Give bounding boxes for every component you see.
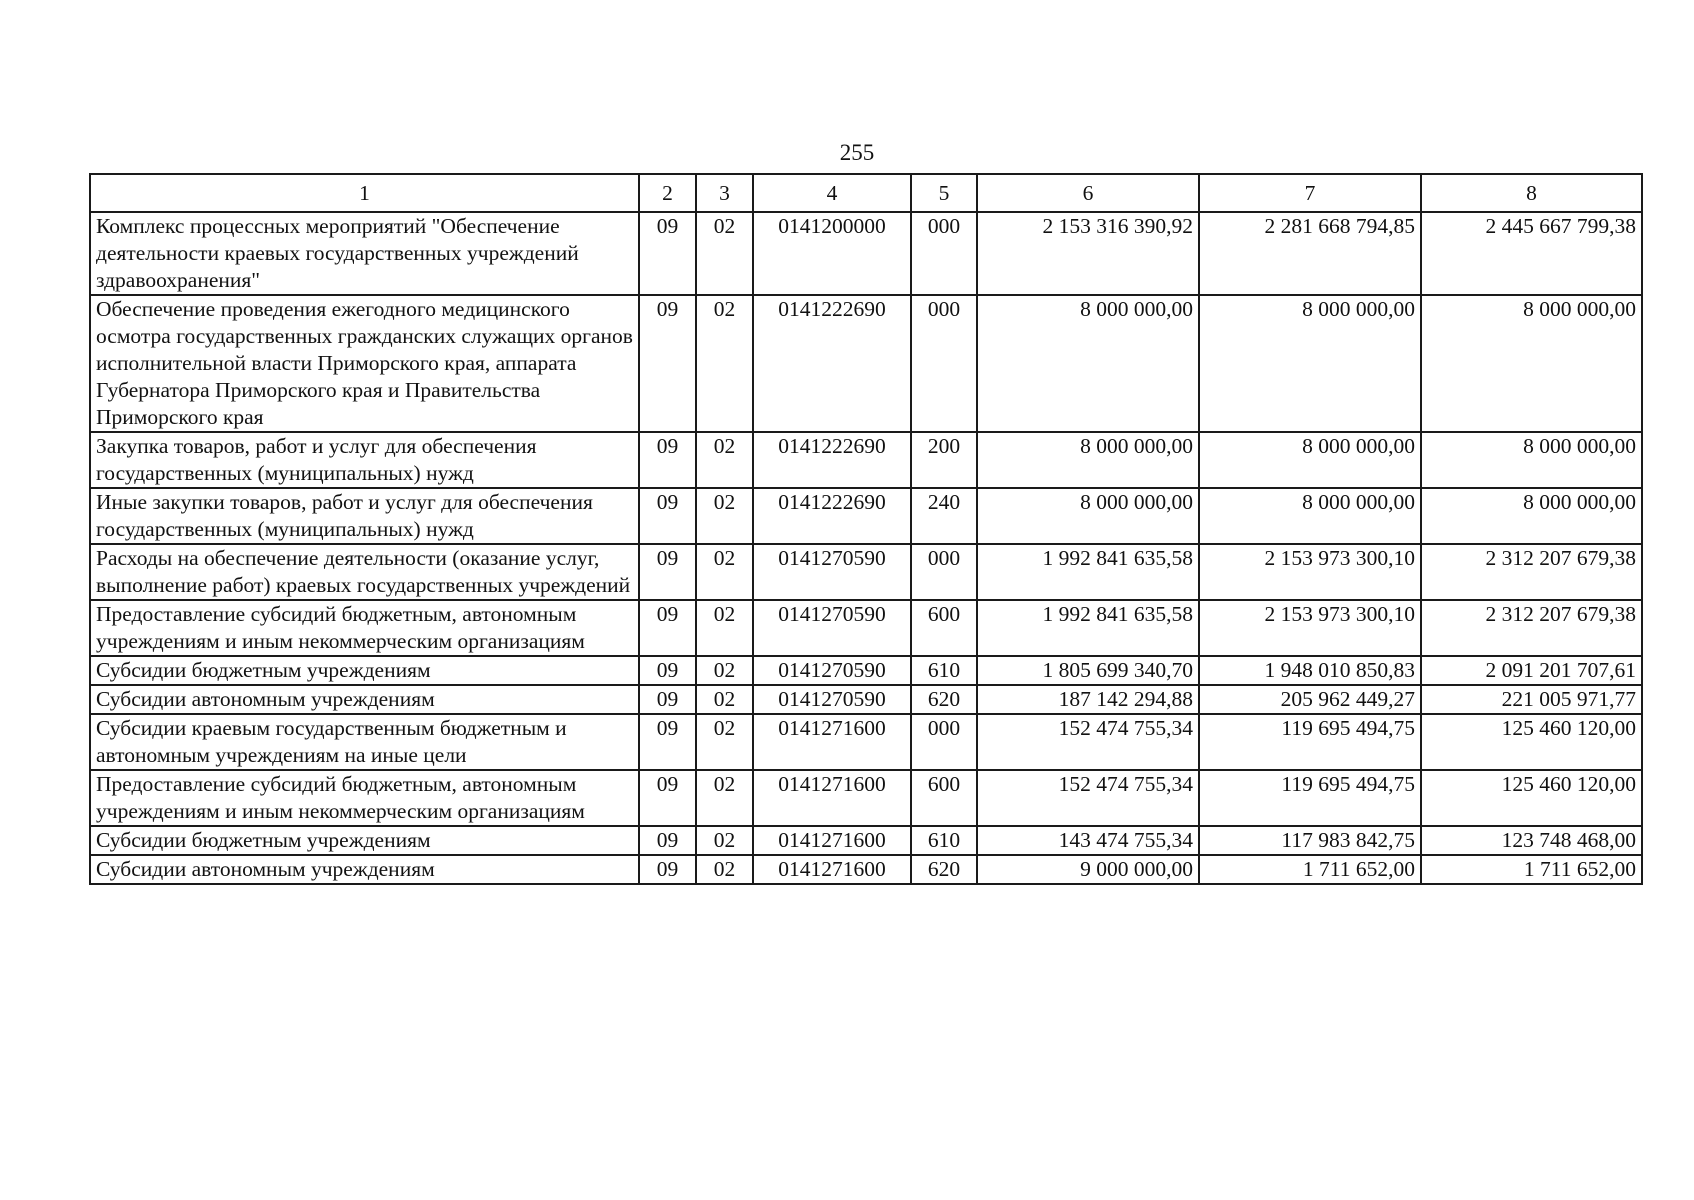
expense-type-cell: 000 [911, 212, 977, 295]
amount-cell-8: 8 000 000,00 [1421, 295, 1642, 432]
expense-name-cell: Иные закупки товаров, работ и услуг для обеспечения государственных (муниципальных) нужд [90, 488, 639, 544]
amount-cell-7: 117 983 842,75 [1199, 826, 1421, 855]
target-article-cell: 0141271600 [753, 770, 911, 826]
target-article-cell: 0141271600 [753, 826, 911, 855]
section-code-cell: 09 [639, 295, 696, 432]
subsection-code-cell: 02 [696, 600, 753, 656]
expense-name-cell: Предоставление субсидий бюджетным, автономным учреждениям и иным некоммерческим организациям [90, 600, 639, 656]
table-row [90, 295, 1642, 432]
target-article-cell: 0141270590 [753, 656, 911, 685]
amount-cell-7: 2 153 973 300,10 [1199, 600, 1421, 656]
amount-cell-6: 8 000 000,00 [977, 488, 1199, 544]
target-article-cell: 0141270590 [753, 544, 911, 600]
section-code-cell: 09 [639, 855, 696, 884]
column-header: 8 [1421, 174, 1642, 212]
section-code-cell: 09 [639, 432, 696, 488]
table-row [90, 600, 1642, 656]
table-row [90, 770, 1642, 826]
expense-name-cell: Обеспечение проведения ежегодного медицинского осмотра государственных гражданских служащих органов исполнительной власти Приморского края, аппарата Губернатора Приморского края и Правительства Приморского края [90, 295, 639, 432]
amount-cell-7: 2 153 973 300,10 [1199, 544, 1421, 600]
expense-name-cell: Закупка товаров, работ и услуг для обеспечения государственных (муниципальных) нужд [90, 432, 639, 488]
amount-cell-7: 8 000 000,00 [1199, 432, 1421, 488]
amount-cell-8: 2 091 201 707,61 [1421, 656, 1642, 685]
amount-cell-6: 9 000 000,00 [977, 855, 1199, 884]
amount-cell-8: 1 711 652,00 [1421, 855, 1642, 884]
expense-name-cell: Субсидии автономным учреждениям [90, 855, 639, 884]
expense-name-cell: Субсидии краевым государственным бюджетным и автономным учреждениям на иные цели [90, 714, 639, 770]
subsection-code-cell: 02 [696, 656, 753, 685]
amount-cell-6: 8 000 000,00 [977, 295, 1199, 432]
amount-cell-6: 8 000 000,00 [977, 432, 1199, 488]
column-header: 7 [1199, 174, 1421, 212]
amount-cell-6: 1 992 841 635,58 [977, 600, 1199, 656]
expense-name-cell: Субсидии бюджетным учреждениям [90, 826, 639, 855]
amount-cell-6: 1 992 841 635,58 [977, 544, 1199, 600]
target-article-cell: 0141222690 [753, 432, 911, 488]
header-row [90, 174, 1642, 212]
amount-cell-8: 2 312 207 679,38 [1421, 544, 1642, 600]
column-header: 3 [696, 174, 753, 212]
amount-cell-7: 2 281 668 794,85 [1199, 212, 1421, 295]
expense-type-cell: 600 [911, 600, 977, 656]
subsection-code-cell: 02 [696, 212, 753, 295]
target-article-cell: 0141270590 [753, 685, 911, 714]
section-code-cell: 09 [639, 714, 696, 770]
amount-cell-6: 2 153 316 390,92 [977, 212, 1199, 295]
page-number: 255 [839, 140, 875, 165]
target-article-cell: 0141200000 [753, 212, 911, 295]
expense-name-cell: Предоставление субсидий бюджетным, автономным учреждениям и иным некоммерческим организациям [90, 770, 639, 826]
amount-cell-8: 8 000 000,00 [1421, 488, 1642, 544]
amount-cell-7: 1 711 652,00 [1199, 855, 1421, 884]
section-code-cell: 09 [639, 685, 696, 714]
amount-cell-8: 123 748 468,00 [1421, 826, 1642, 855]
table-row [90, 685, 1642, 714]
table-row [90, 826, 1642, 855]
amount-cell-6: 152 474 755,34 [977, 714, 1199, 770]
table-row [90, 714, 1642, 770]
section-code-cell: 09 [639, 770, 696, 826]
table-row [90, 656, 1642, 685]
expense-type-cell: 620 [911, 685, 977, 714]
table-row [90, 855, 1642, 884]
subsection-code-cell: 02 [696, 295, 753, 432]
expense-type-cell: 610 [911, 826, 977, 855]
table-row [90, 544, 1642, 600]
target-article-cell: 0141222690 [753, 488, 911, 544]
expense-name-cell: Субсидии бюджетным учреждениям [90, 656, 639, 685]
subsection-code-cell: 02 [696, 855, 753, 884]
amount-cell-7: 8 000 000,00 [1199, 488, 1421, 544]
amount-cell-8: 125 460 120,00 [1421, 714, 1642, 770]
amount-cell-8: 221 005 971,77 [1421, 685, 1642, 714]
amount-cell-7: 205 962 449,27 [1199, 685, 1421, 714]
subsection-code-cell: 02 [696, 432, 753, 488]
section-code-cell: 09 [639, 212, 696, 295]
amount-cell-8: 125 460 120,00 [1421, 770, 1642, 826]
column-header: 6 [977, 174, 1199, 212]
section-code-cell: 09 [639, 826, 696, 855]
amount-cell-6: 143 474 755,34 [977, 826, 1199, 855]
column-header: 1 [90, 174, 639, 212]
subsection-code-cell: 02 [696, 770, 753, 826]
expense-type-cell: 620 [911, 855, 977, 884]
amount-cell-8: 2 445 667 799,38 [1421, 212, 1642, 295]
expense-type-cell: 610 [911, 656, 977, 685]
amount-cell-6: 1 805 699 340,70 [977, 656, 1199, 685]
target-article-cell: 0141270590 [753, 600, 911, 656]
subsection-code-cell: 02 [696, 544, 753, 600]
amount-cell-8: 2 312 207 679,38 [1421, 600, 1642, 656]
expense-type-cell: 600 [911, 770, 977, 826]
section-code-cell: 09 [639, 600, 696, 656]
target-article-cell: 0141271600 [753, 714, 911, 770]
expense-type-cell: 240 [911, 488, 977, 544]
amount-cell-7: 119 695 494,75 [1199, 714, 1421, 770]
section-code-cell: 09 [639, 488, 696, 544]
target-article-cell: 0141222690 [753, 295, 911, 432]
table-row [90, 432, 1642, 488]
expense-name-cell: Комплекс процессных мероприятий "Обеспечение деятельности краевых государственных учреждений здравоохранения" [90, 212, 639, 295]
amount-cell-6: 152 474 755,34 [977, 770, 1199, 826]
expense-name-cell: Расходы на обеспечение деятельности (оказание услуг, выполнение работ) краевых государственных учреждений [90, 544, 639, 600]
section-code-cell: 09 [639, 544, 696, 600]
table-row [90, 488, 1642, 544]
section-code-cell: 09 [639, 656, 696, 685]
expense-type-cell: 200 [911, 432, 977, 488]
budget-table [89, 173, 1643, 885]
amount-cell-8: 8 000 000,00 [1421, 432, 1642, 488]
subsection-code-cell: 02 [696, 685, 753, 714]
subsection-code-cell: 02 [696, 488, 753, 544]
expense-type-cell: 000 [911, 295, 977, 432]
amount-cell-7: 1 948 010 850,83 [1199, 656, 1421, 685]
subsection-code-cell: 02 [696, 714, 753, 770]
column-header: 2 [639, 174, 696, 212]
subsection-code-cell: 02 [696, 826, 753, 855]
column-header: 5 [911, 174, 977, 212]
amount-cell-7: 119 695 494,75 [1199, 770, 1421, 826]
expense-type-cell: 000 [911, 544, 977, 600]
column-header: 4 [753, 174, 911, 212]
amount-cell-6: 187 142 294,88 [977, 685, 1199, 714]
expense-name-cell: Субсидии автономным учреждениям [90, 685, 639, 714]
amount-cell-7: 8 000 000,00 [1199, 295, 1421, 432]
expense-type-cell: 000 [911, 714, 977, 770]
target-article-cell: 0141271600 [753, 855, 911, 884]
table-row [90, 212, 1642, 295]
